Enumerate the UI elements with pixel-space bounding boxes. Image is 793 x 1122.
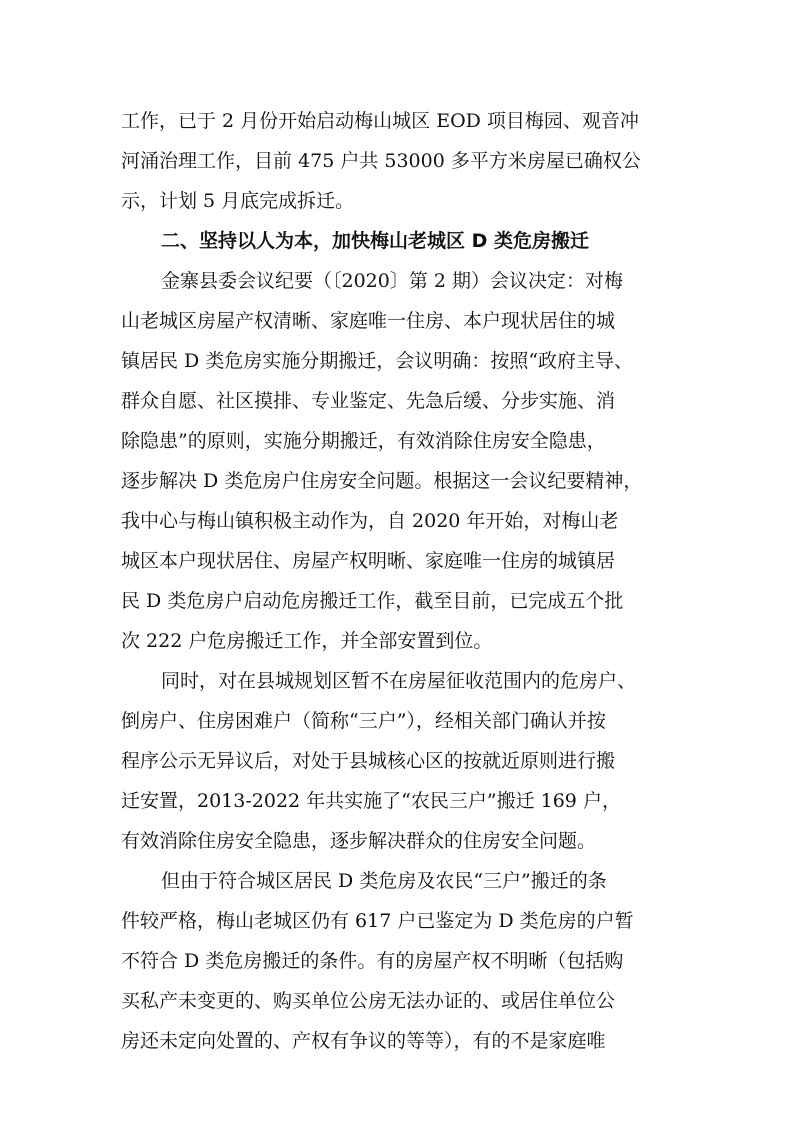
text-line: 民 D 类危房户启动危房搬迁工作，截至目前，已完成五个批 bbox=[121, 590, 624, 612]
text-line: 金寨县委会议纪要（〔2020〕第 2 期）会议决定：对梅 bbox=[161, 270, 624, 292]
text-line: 件较严格，梅山老城区仍有 617 户已鉴定为 D 类危房的户暂 bbox=[121, 910, 634, 932]
text-line: 同时，对在县城规划区暂不在房屋征收范围内的危房户、 bbox=[161, 670, 637, 692]
text-line: 镇居民 D 类危房实施分期搬迁，会议明确：按照“政府主导、 bbox=[121, 350, 634, 372]
text-line: 山老城区房屋产权清晰、家庭唯一住房、本户现状居住的城 bbox=[121, 310, 616, 332]
text-line: 我中心与梅山镇积极主动作为，自 2020 年开始，对梅山老 bbox=[121, 510, 619, 532]
text-line: 河涌治理工作，目前 475 户共 53000 多平方米房屋已确权公 bbox=[121, 150, 641, 172]
text-line: 倒房户、住房困难户（简称“三户”），经相关部门确认并按 bbox=[121, 710, 606, 732]
text-line: 但由于符合城区居民 D 类危房及农民“三户”搬迁的条 bbox=[161, 870, 607, 892]
text-line: 示，计划 5 月底完成拆迁。 bbox=[121, 190, 355, 212]
text-line: 除隐患”的原则，实施分期搬迁，有效消除住房安全隐患， bbox=[121, 430, 606, 452]
text-line: 逐步解决 D 类危房户住房安全问题。根据这一会议纪要精神， bbox=[121, 470, 643, 492]
text-line: 工作，已于 2 月份开始启动梅山城区 EOD 项目梅园、观音冲 bbox=[121, 110, 639, 132]
text-line: 程序公示无异议后，对处于县城核心区的按就近原则进行搬 bbox=[121, 750, 616, 772]
text-line: 有效消除住房安全隐患，逐步解决群众的住房安全问题。 bbox=[121, 830, 597, 852]
text-line: 群众自愿、社区摸排、专业鉴定、先急后缓、分步实施、消 bbox=[121, 390, 616, 412]
section-heading: 二、坚持以人为本，加快梅山老城区 D 类危房搬迁 bbox=[161, 230, 590, 252]
text-line: 次 222 户危房搬迁工作，并全部安置到位。 bbox=[121, 630, 493, 652]
text-line: 买私产未变更的、购买单位公房无法办证的、或居住单位公 bbox=[121, 990, 616, 1012]
text-line: 房还未定向处置的、产权有争议的等等），有的不是家庭唯 bbox=[121, 1030, 606, 1052]
text-line: 迁安置，2013-2022 年共实施了“农民三户”搬迁 169 户， bbox=[121, 790, 621, 812]
text-line: 不符合 D 类危房搬迁的条件。有的房屋产权不明晰（包括购 bbox=[121, 950, 624, 972]
text-line: 城区本户现状居住、房屋产权明晰、家庭唯一住房的城镇居 bbox=[121, 550, 616, 572]
